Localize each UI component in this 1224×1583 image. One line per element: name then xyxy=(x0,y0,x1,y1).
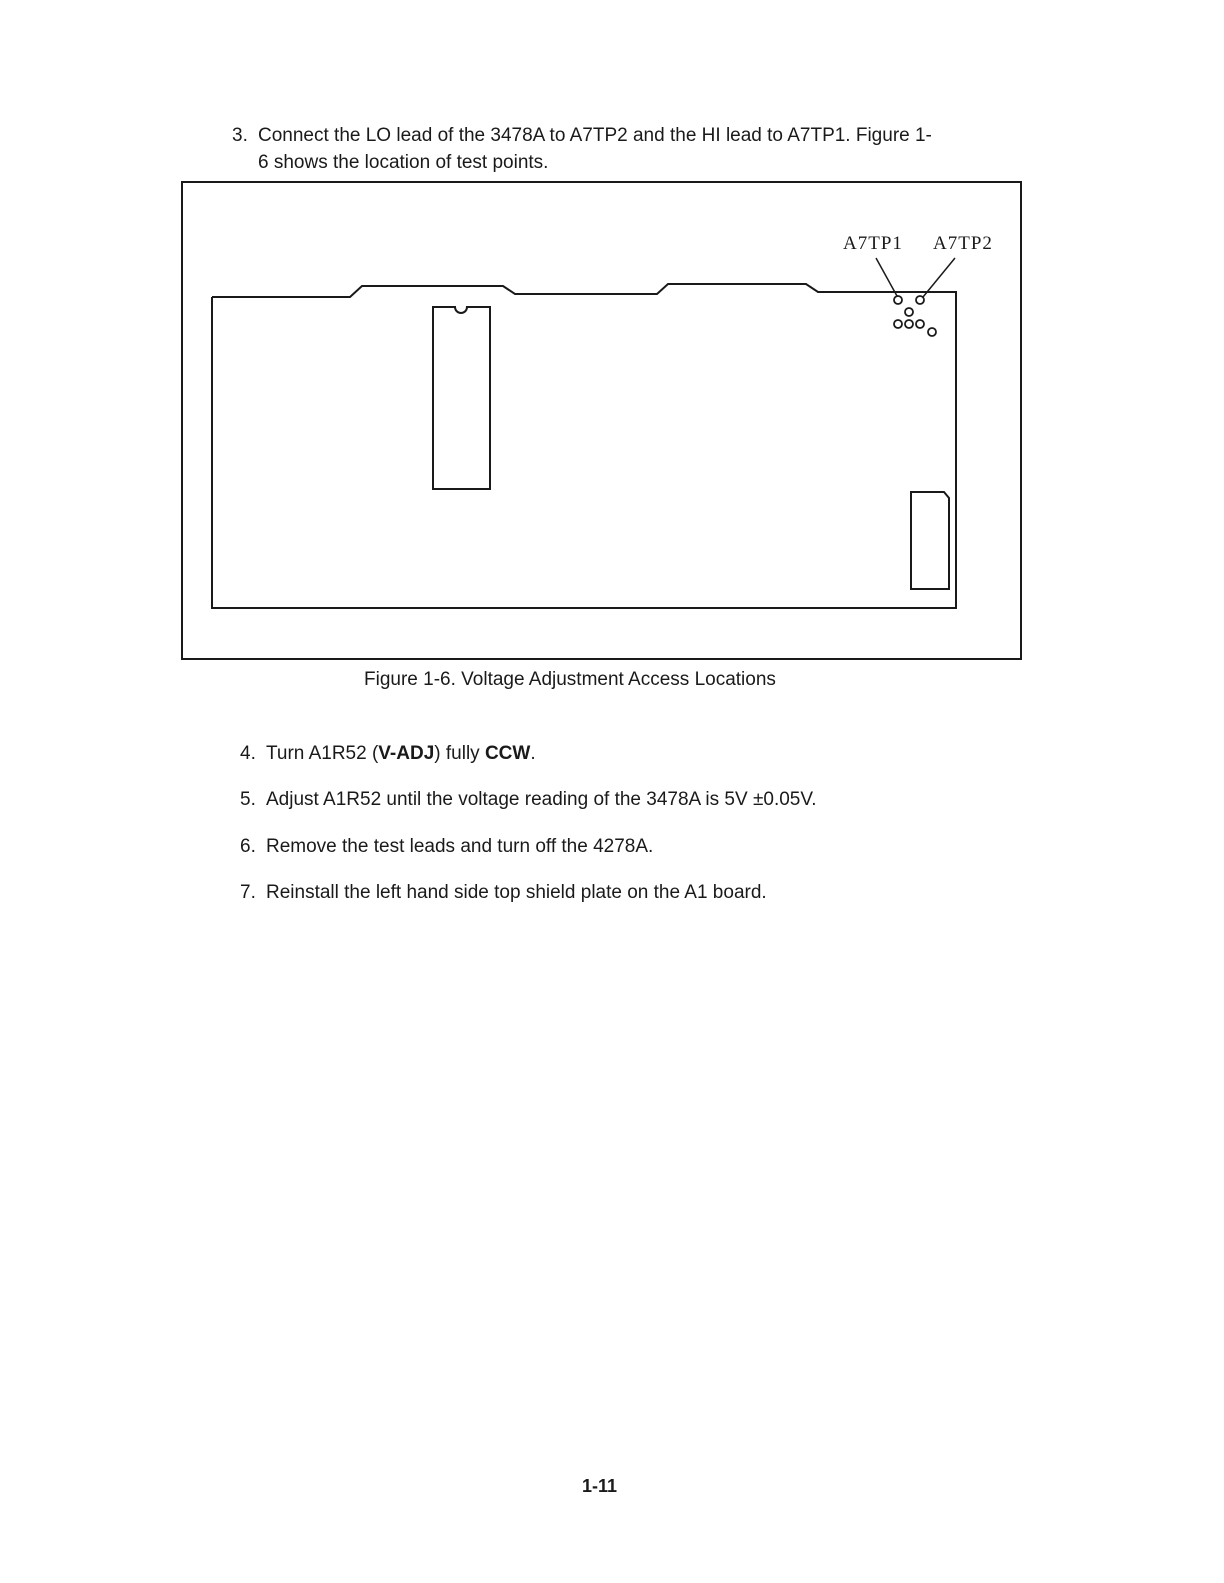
voltage-adjustment-figure xyxy=(0,0,1224,720)
board-outline xyxy=(212,284,956,608)
label-a7tp1: A7TP1 xyxy=(843,233,903,254)
step-number: 6. xyxy=(240,836,256,857)
ccw-term: CCW xyxy=(484,743,531,764)
step-number: 4. xyxy=(240,743,256,764)
figure-caption: Figure 1-6. Voltage Adjustment Access Locations xyxy=(364,669,776,690)
ic-chip xyxy=(433,307,490,489)
step-5 xyxy=(240,786,817,813)
leader-line-a7tp1 xyxy=(876,258,897,296)
test-points xyxy=(894,296,936,336)
step-text-mid: ) fully xyxy=(434,743,485,764)
label-a7tp2: A7TP2 xyxy=(933,233,993,254)
test-point xyxy=(905,320,913,328)
step-text: Remove the test leads and turn off the 4278A. xyxy=(266,836,654,857)
v-adj-term: V-ADJ xyxy=(378,743,435,764)
test-point xyxy=(916,320,924,328)
step-text-line1: Connect the LO lead of the 3478A to A7TP2 and the HI lead to A7TP1. Figure 1- xyxy=(258,125,932,146)
step-4 xyxy=(240,740,536,767)
page-number: 1-11 xyxy=(582,1476,618,1496)
test-point xyxy=(928,328,936,336)
step-7 xyxy=(240,879,767,906)
test-point xyxy=(905,308,913,316)
step-text: Adjust A1R52 until the voltage reading of the 3478A is 5V ±0.05V. xyxy=(266,789,817,810)
step-6 xyxy=(240,833,653,860)
step-text-post: . xyxy=(530,743,536,764)
step-text-pre: Turn A1R52 ( xyxy=(266,743,379,764)
test-point-a7tp2 xyxy=(916,296,924,304)
step-text-line2: 6 shows the location of test points. xyxy=(258,152,549,173)
test-point xyxy=(894,320,902,328)
step-number: 7. xyxy=(240,882,256,903)
step-number: 3. xyxy=(232,125,248,146)
step-number: 5. xyxy=(240,789,256,810)
connector xyxy=(911,492,949,589)
step-text: Reinstall the left hand side top shield plate on the A1 board. xyxy=(266,882,767,903)
test-point-a7tp1 xyxy=(894,296,902,304)
